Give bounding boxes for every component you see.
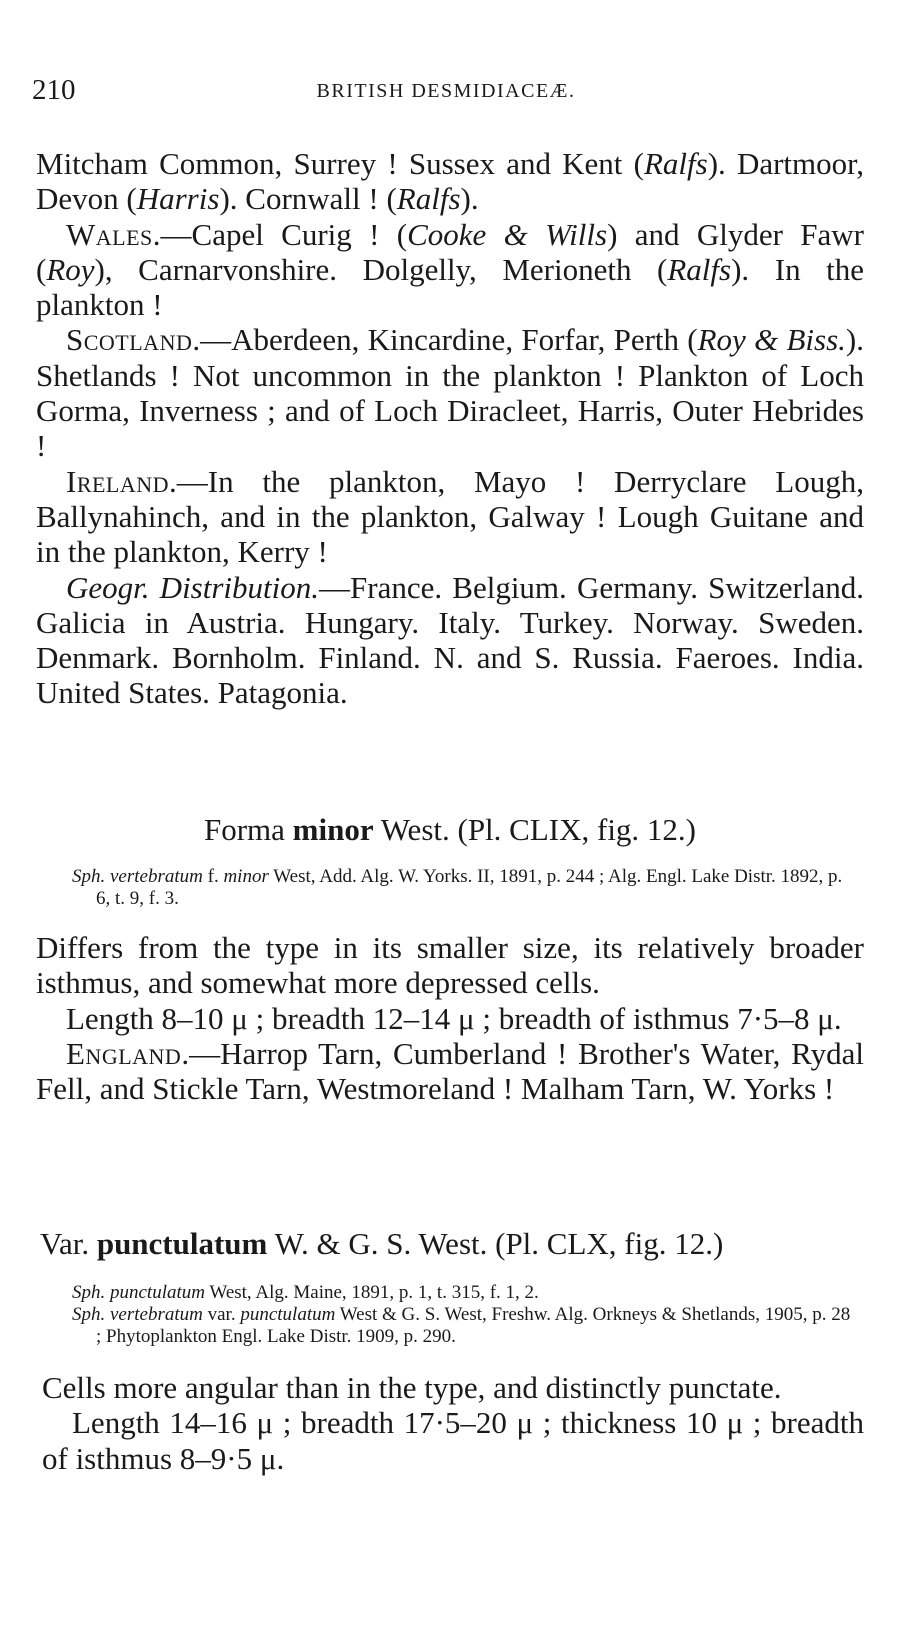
forma-minor-england-paragraph: England.—Harrop Tarn, Cumberland ! Brother's Water, Rydal Fell, and Stickle Tarn, Westmoreland ! Malham Tarn, W. Yorks ! [36,1035,864,1107]
reference-entry: Sph. punctulatum West, Alg. Maine, 1891, p. 1, t. 315, f. 1, 2. [72,1282,539,1303]
scotland-paragraph: Scotland.—Aberdeen, Kincardine, Forfar, Perth (Roy & Biss.). Shetlands ! Not uncommon in the plankton ! Plankton of Loch Gorma, Inverness ; and of Loch Diracleet, Harris, Outer Hebrides ! [36,322,864,464]
wales-paragraph: Wales.—Capel Curig ! (Cooke & Wills) and Glyder Fawr (Roy), Carnarvonshire. Dolgelly, Merioneth (Ralfs). In the plankton ! [36,216,864,323]
running-title: BRITISH DESMIDIACEÆ. [316,80,576,102]
reference-entry: Sph. vertebratum var. punctulatum West & G. S. West, Freshw. Alg. Orkneys & Shetlands, 1905, p. 28 ; Phytoplankton Engl. Lake Distr. 1909, p. 290. [72,1304,851,1347]
localities-section [36,146,864,711]
forma-minor-heading: Forma minor West. (Pl. CLIX, fig. 12.) [203,812,697,847]
var-punctulatum-body [42,1370,864,1476]
ireland-paragraph: Ireland.—In the plankton, Mayo ! Derryclare Lough, Ballynahinch, and in the plankton, Galway ! Lough Guitane and in the plankton, Kerry ! [36,463,864,570]
scotland-label: Scotland [66,322,193,358]
var-punctulatum-heading: Var. punctulatum W. & G. S. West. (Pl. CLX, fig. 12.) [40,1226,724,1261]
var-punctulatum-dimensions: Length 14–16 μ ; breadth 17·5–20 μ ; thickness 10 μ ; breadth of isthmus 8–9·5 μ. [42,1405,864,1476]
reference-entry: Sph. vertebratum f. minor West, Add. Alg. W. Yorks. II, 1891, p. 244 ; Alg. Engl. Lake Distr. 1892, p. 6, t. 9, f. 3. [72,866,843,909]
ireland-label: Ireland [66,463,170,499]
var-punctulatum-references [72,1282,860,1348]
var-punctulatum-description: Cells more angular than in the type, and distinctly punctate. [42,1370,782,1405]
forma-minor-description: Differs from the type in its smaller size, its relatively broader isthmus, and somewhat more depressed cells. [36,930,864,1001]
england-localities-paragraph: Mitcham Common, Surrey ! Sussex and Kent (Ralfs). Dartmoor, Devon (Harris). Cornwall ! (Ralfs). [36,146,864,217]
england-label: England [66,1035,182,1071]
geographic-distribution-paragraph: Geogr. Distribution.—France. Belgium. Germany. Switzerland. Galicia in Austria. Hungary. Italy. Turkey. Norway. Sweden. Denmark. Bornholm. Finland. N. and S. Russia. Faeroes. India. United States. Patagonia. [36,569,864,711]
forma-minor-dimensions: Length 8–10 μ ; breadth 12–14 μ ; breadth of isthmus 7·5–8 μ. [66,1000,842,1036]
geogr-label: Geogr. Distribution. [66,569,320,605]
forma-minor-references [72,866,860,910]
page-number: 210 [32,74,76,106]
forma-minor-body [36,930,864,1106]
running-head [32,74,860,114]
wales-label: Wales [66,216,153,252]
